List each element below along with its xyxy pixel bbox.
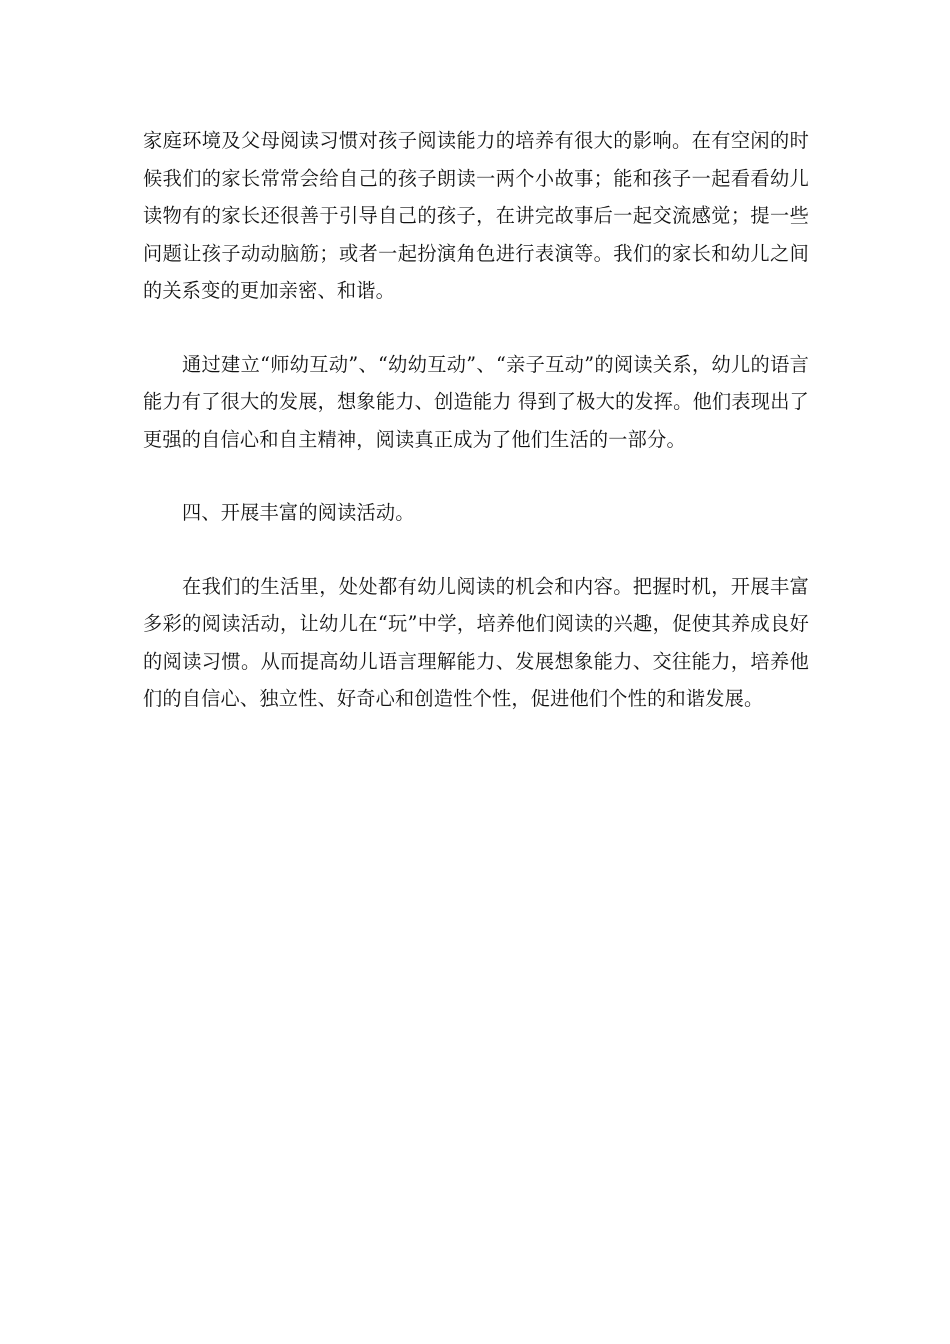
- paragraph-interaction-relationships: 通过建立“师幼互动”、“幼幼互动”、“亲子互动”的阅读关系，幼儿的语言能力有了很大的发展，想象能力、创造能力 得到了极大的发挥。他们表现出了更强的自信心和自主精神，阅读真正成为了他们生活的一部分。: [143, 352, 809, 451]
- paragraph-family-reading: 家庭环境及父母阅读习惯对孩子阅读能力的培养有很大的影响。在有空闲的时候我们的家长常常会给自己的孩子朗读一两个小故事；能和孩子一起看看幼儿读物有的家长还很善于引导自己的孩子，在讲完故事后一起交流感觉；提一些问题让孩子动动脑筋；或者一起扮演角色进行表演等。我们的家长和幼儿之间的关系变的更加亲密、和谐。: [143, 129, 809, 302]
- paragraph-reading-activities: 在我们的生活里，处处都有幼儿阅读的机会和内容。把握时机，开展丰富多彩的阅读活动，让幼儿在“玩”中学，培养他们阅读的兴趣，促使其养成良好的阅读习惯。从而提高幼儿语言理解能力、发展想象能力、交往能力，培养他们的自信心、独立性、好奇心和创造性个性，促进他们个性的和谐发展。: [143, 574, 809, 710]
- document-body: [143, 122, 809, 718]
- section-heading-reading-activities: 四、开展丰富的阅读活动。: [182, 501, 415, 524]
